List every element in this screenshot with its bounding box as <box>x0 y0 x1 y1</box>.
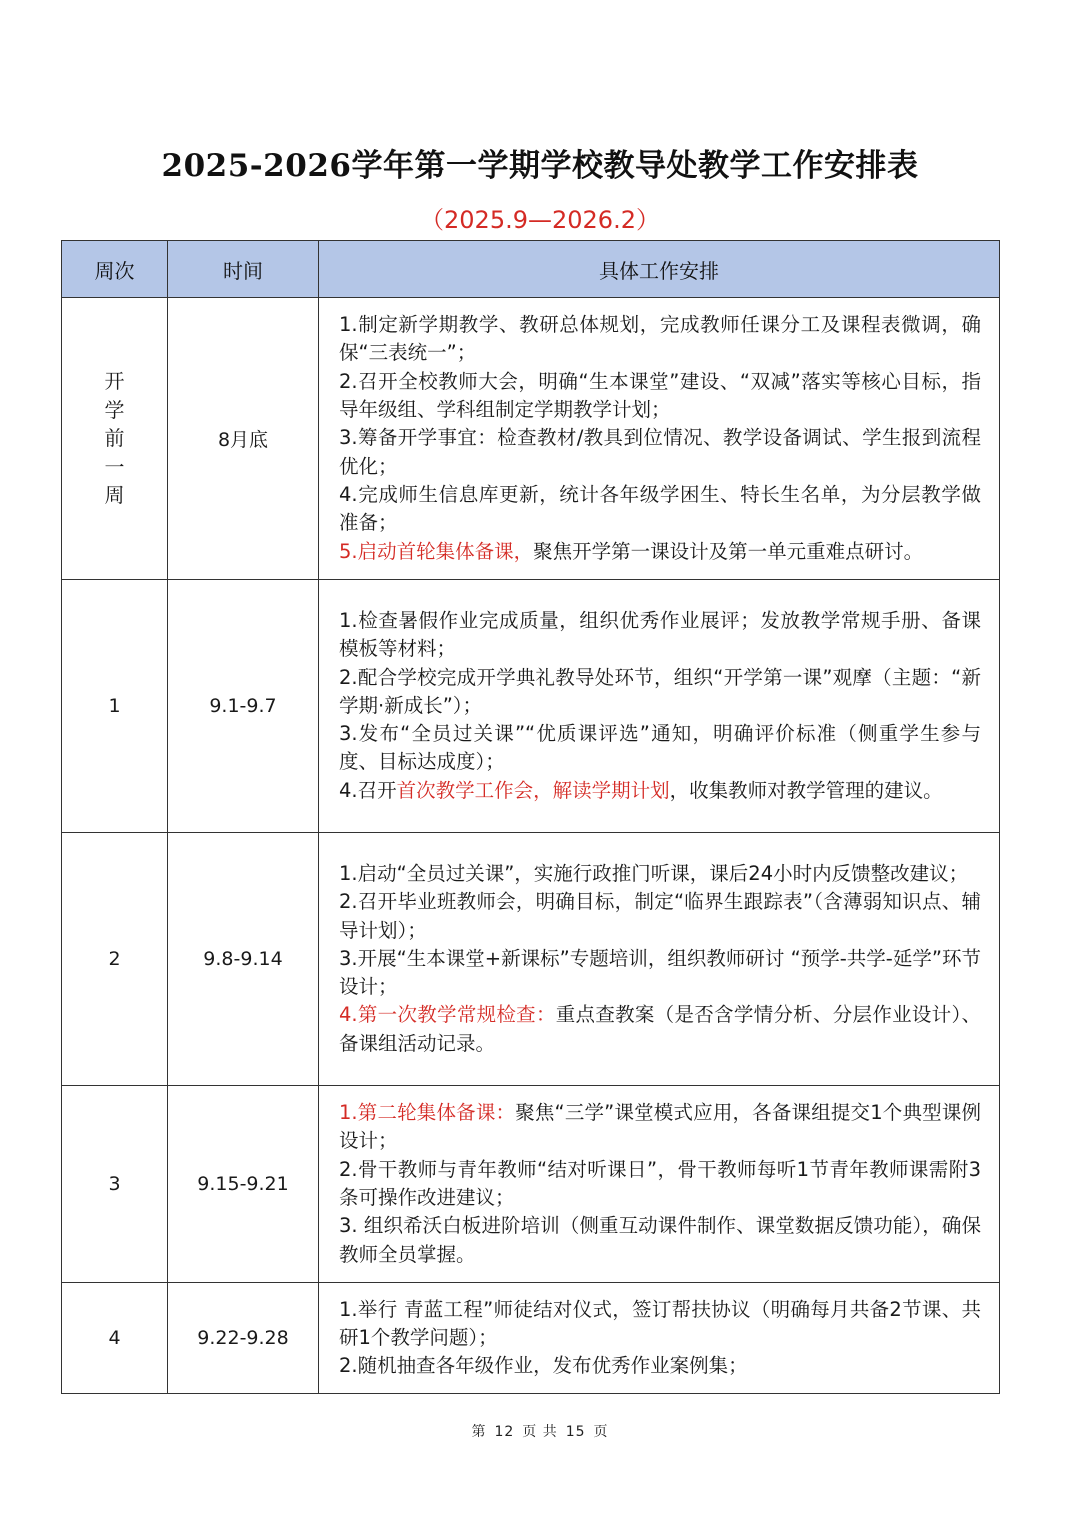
task-text: 4.召开 <box>339 778 397 802</box>
task-item <box>339 860 981 888</box>
task-text: 1.举行 青蓝工程”师徒结对仪式，签订帮扶协议（明确每月共备2节课、共研1个教学问题）； <box>339 1297 981 1349</box>
task-item <box>339 1352 981 1380</box>
task-item <box>339 607 981 664</box>
task-item <box>339 424 981 481</box>
header-tasks: 具体工作安排 <box>319 241 1000 298</box>
task-highlight-text: 1.第二轮集体备课： <box>339 1101 516 1125</box>
week-char: 前 <box>104 426 125 451</box>
task-item <box>339 311 981 368</box>
week-cell: 4 <box>62 1283 168 1394</box>
task-text: 聚焦“三学”课堂模式应用，各备课组提交1个典型课例设计； <box>339 1101 981 1153</box>
tasks-cell <box>319 833 1000 1086</box>
task-item <box>339 945 981 1002</box>
schedule-table <box>61 240 1000 1394</box>
footer-middle: 页 共 <box>522 1424 558 1440</box>
task-item <box>339 1099 981 1156</box>
task-text: 1.启动“全员过关课”，实施行政推门听课，课后24小时内反馈整改建议； <box>339 861 969 885</box>
task-text: 3.开展“生本课堂+新课标”专题培训，组织教师研讨 “预学-共学-延学”环节设计； <box>339 946 981 999</box>
task-text: 2.召开全校教师大会，明确“生本课堂”建设、“双减”落实等核心目标，指导年级组、学科组制定学期教学计划； <box>339 369 981 422</box>
task-text: 3.筹备开学事宜：检查教材/教具到位情况、教学设备调试、学生报到流程优化； <box>339 426 981 478</box>
tasks-cell <box>319 298 1000 580</box>
week-cell <box>62 298 168 580</box>
task-text: 1.制定新学期教学、教研总体规划，完成教师任课分工及课程表微调，确保“三表统一”； <box>339 313 981 365</box>
task-text: 1.检查暑假作业完成质量，组织优秀作业展评；发放教学常规手册、备课模板等材料； <box>339 608 981 661</box>
header-week: 周次 <box>62 241 168 298</box>
time-cell: 9.8-9.14 <box>168 833 319 1086</box>
task-item <box>339 1156 981 1213</box>
task-item <box>339 777 981 805</box>
table-row <box>62 833 1000 1086</box>
task-item <box>339 1296 981 1353</box>
week-char: 开 <box>104 369 125 394</box>
tasks-cell <box>319 1086 1000 1283</box>
task-item <box>339 368 981 425</box>
task-text: 聚焦开学第一课设计及第一单元重难点研讨。 <box>533 539 924 563</box>
task-text: 2.配合学校完成开学典礼教导处环节，组织“开学第一课”观摩（主题：“新学期·新成长”）； <box>339 665 981 717</box>
total-pages-number: 15 <box>565 1424 586 1440</box>
week-cell: 2 <box>62 833 168 1086</box>
task-item <box>339 888 981 945</box>
task-text: ，收集教师对教学管理的建议。 <box>669 778 943 802</box>
task-text: 重点查教案（是否含学情分析、分层作业设计）、备课组活动记录。 <box>339 1003 981 1055</box>
table-row <box>62 1283 1000 1394</box>
task-item <box>339 481 981 538</box>
table-row <box>62 298 1000 580</box>
time-cell: 9.15-9.21 <box>168 1086 319 1283</box>
tasks-cell <box>319 580 1000 833</box>
week-cell: 3 <box>62 1086 168 1283</box>
current-page-number: 12 <box>494 1424 515 1440</box>
task-item <box>339 720 981 777</box>
footer-prefix: 第 <box>471 1424 487 1440</box>
task-item <box>339 538 981 566</box>
task-highlight-text: 启动首轮集体备课， <box>357 539 534 563</box>
task-item <box>339 664 981 721</box>
task-text: 3.发布“全员过关课”“优质课评选”通知，明确评价标准（侧重学生参与度、目标达成度）； <box>339 722 981 774</box>
task-highlight-text: 4.第一次教学常规检查： <box>339 1003 556 1027</box>
task-item <box>339 1212 981 1269</box>
footer-suffix: 页 <box>593 1424 609 1440</box>
date-range-subtitle: （2025.9—2026.2） <box>420 206 660 234</box>
task-text: 2.骨干教师与青年教师“结对听课日”，骨干教师每听1节青年教师课需附3条可操作改进建议； <box>339 1157 981 1209</box>
table-header-row <box>62 241 1000 298</box>
week-char: 一 <box>104 454 125 479</box>
time-cell: 9.1-9.7 <box>168 580 319 833</box>
task-highlight-text: 首次教学工作会，解读学期计划 <box>396 778 670 802</box>
task-text: 2.随机抽查各年级作业，发布优秀作业案例集； <box>339 1354 748 1378</box>
task-text: 4.完成师生信息库更新，统计各年级学困生、特长生名单，为分层教学做准备； <box>339 482 981 535</box>
task-highlight-text: 5. <box>339 539 358 563</box>
table-row <box>62 1086 1000 1283</box>
table-row <box>62 580 1000 833</box>
page-footer <box>0 1421 1080 1441</box>
week-char: 周 <box>104 483 125 508</box>
time-cell: 8月底 <box>168 298 319 580</box>
time-cell: 9.22-9.28 <box>168 1283 319 1394</box>
header-time: 时间 <box>168 241 319 298</box>
week-cell: 1 <box>62 580 168 833</box>
week-char: 学 <box>104 397 125 422</box>
tasks-cell <box>319 1283 1000 1394</box>
task-text: 3. 组织希沃白板进阶培训（侧重互动课件制作、课堂数据反馈功能），确保教师全员掌握。 <box>339 1214 981 1266</box>
task-text: 2.召开毕业班教师会，明确目标，制定“临界生跟踪表”（含薄弱知识点、辅导计划）； <box>339 890 981 942</box>
document-title: 2025-2026学年第一学期学校教导处教学工作安排表 <box>161 148 919 184</box>
task-item <box>339 1001 981 1058</box>
